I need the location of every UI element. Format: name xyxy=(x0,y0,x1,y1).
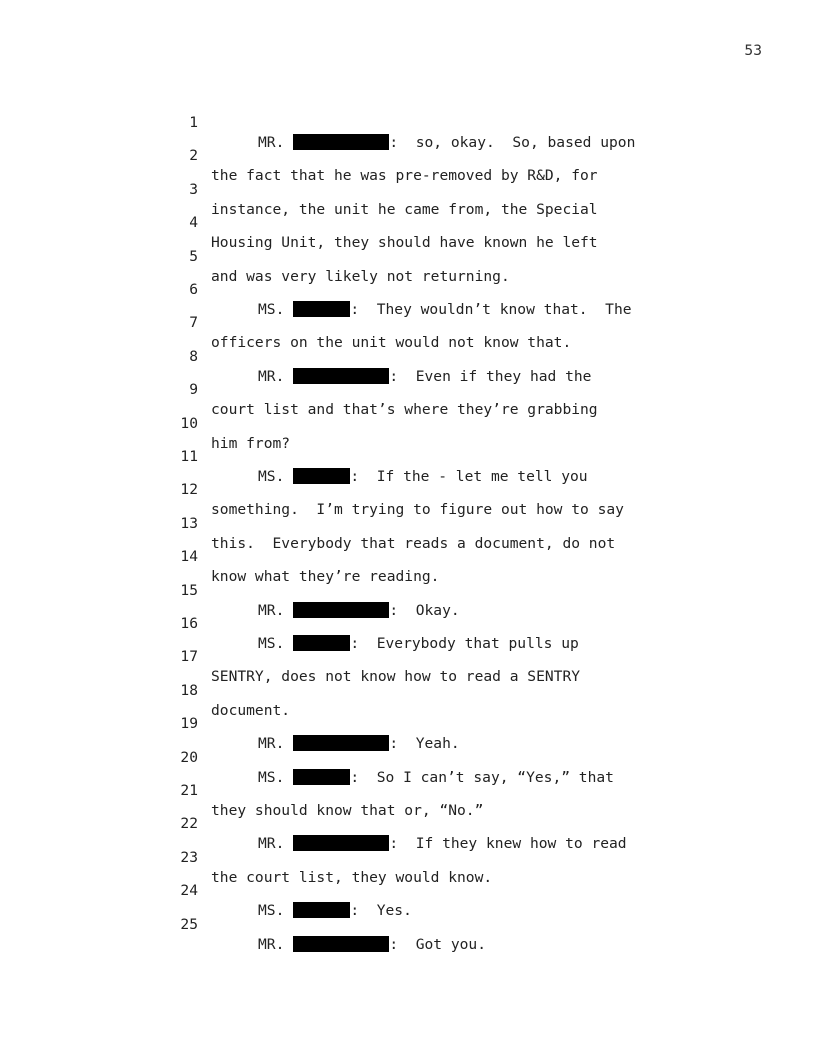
line-number: 15 xyxy=(180,581,198,599)
line-number: 22 xyxy=(180,815,198,833)
line-text: know what they’re reading. xyxy=(211,568,440,586)
speaker-title: MS. xyxy=(258,301,285,318)
line-text xyxy=(258,300,632,320)
line-number: 13 xyxy=(180,514,198,532)
line-text xyxy=(258,467,588,487)
line-text: the court list, they would know. xyxy=(211,868,493,886)
line-number: 17 xyxy=(180,648,198,666)
transcript-line xyxy=(0,93,636,151)
speaker-title: MR. xyxy=(258,935,285,953)
redaction-bar xyxy=(293,902,350,918)
speaker-title: MR. xyxy=(258,601,285,619)
line-number: 23 xyxy=(180,848,198,866)
line-number: 24 xyxy=(180,882,198,900)
line-text xyxy=(258,133,635,153)
line-number: 25 xyxy=(180,915,198,933)
redaction-bar xyxy=(293,635,350,651)
utterance: : so, okay. So, based upon xyxy=(389,134,636,151)
redaction-bar xyxy=(293,602,389,618)
utterance: : Even if they had the xyxy=(389,367,592,385)
line-text: SENTRY, does not know how to read a SENTRY xyxy=(211,668,581,686)
line-text xyxy=(258,935,486,955)
line-text xyxy=(258,768,614,788)
line-number: 11 xyxy=(180,448,198,465)
line-number: 16 xyxy=(180,615,198,632)
redaction-bar xyxy=(293,134,389,150)
line-number: 20 xyxy=(180,748,198,766)
line-text: court list and that’s where they’re grabbing xyxy=(211,401,598,419)
utterance: : Everybody that pulls up xyxy=(350,635,579,652)
redaction-bar xyxy=(293,936,389,952)
line-text xyxy=(258,634,579,654)
utterance: : So I can’t say, “Yes,” that xyxy=(350,768,614,786)
speaker-title: MR. xyxy=(258,835,285,853)
line-number: 7 xyxy=(189,314,198,332)
line-number: 12 xyxy=(180,481,198,499)
line-text: something. I’m trying to figure out how to say xyxy=(211,501,624,519)
redaction-bar xyxy=(293,468,350,484)
line-text: they should know that or, “No.” xyxy=(211,802,484,819)
speaker-title: MR. xyxy=(258,134,285,151)
line-text: officers on the unit would not know that. xyxy=(211,334,572,352)
speaker-title: MR. xyxy=(258,735,285,753)
speaker-title: MS. xyxy=(258,902,285,920)
transcript-line xyxy=(0,661,291,719)
line-number: 5 xyxy=(189,247,198,265)
utterance: : Got you. xyxy=(389,935,487,953)
utterance: : Okay. xyxy=(389,601,460,619)
line-text: Housing Unit, they should have known he left xyxy=(211,234,598,252)
line-number: 21 xyxy=(180,782,198,799)
redaction-bar xyxy=(293,368,389,384)
line-text: the fact that he was pre-removed by R&D, for xyxy=(211,167,598,185)
line-text xyxy=(258,734,460,754)
line-text: and was very likely not returning. xyxy=(211,267,510,285)
utterance: : They wouldn’t know that. The xyxy=(350,301,632,318)
line-number: 2 xyxy=(189,147,198,165)
line-text xyxy=(258,834,627,854)
transcript-line xyxy=(0,394,291,452)
utterance: : If the - let me tell you xyxy=(350,468,588,485)
line-text xyxy=(258,901,412,921)
speaker-title: MS. xyxy=(258,635,285,652)
redaction-bar xyxy=(293,769,350,785)
line-number: 10 xyxy=(180,414,198,432)
redaction-bar xyxy=(293,301,350,317)
redaction-bar xyxy=(293,835,389,851)
line-text xyxy=(258,367,591,387)
line-number: 4 xyxy=(189,214,198,232)
utterance: : Yeah. xyxy=(389,735,460,753)
line-number: 18 xyxy=(180,681,198,699)
line-text: instance, the unit he came from, the Special xyxy=(211,200,598,218)
line-number: 9 xyxy=(189,381,198,399)
utterance: : Yes. xyxy=(350,902,412,920)
line-number: 8 xyxy=(189,347,198,365)
utterance: : If they knew how to read xyxy=(389,835,627,853)
line-number: 14 xyxy=(180,548,198,566)
speaker-title: MR. xyxy=(258,367,285,385)
line-text xyxy=(258,601,460,621)
speaker-title: MS. xyxy=(258,468,285,485)
redaction-bar xyxy=(293,735,389,751)
line-text: document. xyxy=(211,701,291,719)
line-number: 6 xyxy=(189,281,198,298)
line-text: this. Everybody that reads a document, do not xyxy=(211,534,616,552)
line-number: 19 xyxy=(180,715,198,733)
line-number: 3 xyxy=(189,180,198,198)
speaker-title: MS. xyxy=(258,768,285,786)
line-text: him from? xyxy=(211,434,291,452)
line-number: 1 xyxy=(189,114,198,131)
page-number: 53 xyxy=(744,42,762,59)
